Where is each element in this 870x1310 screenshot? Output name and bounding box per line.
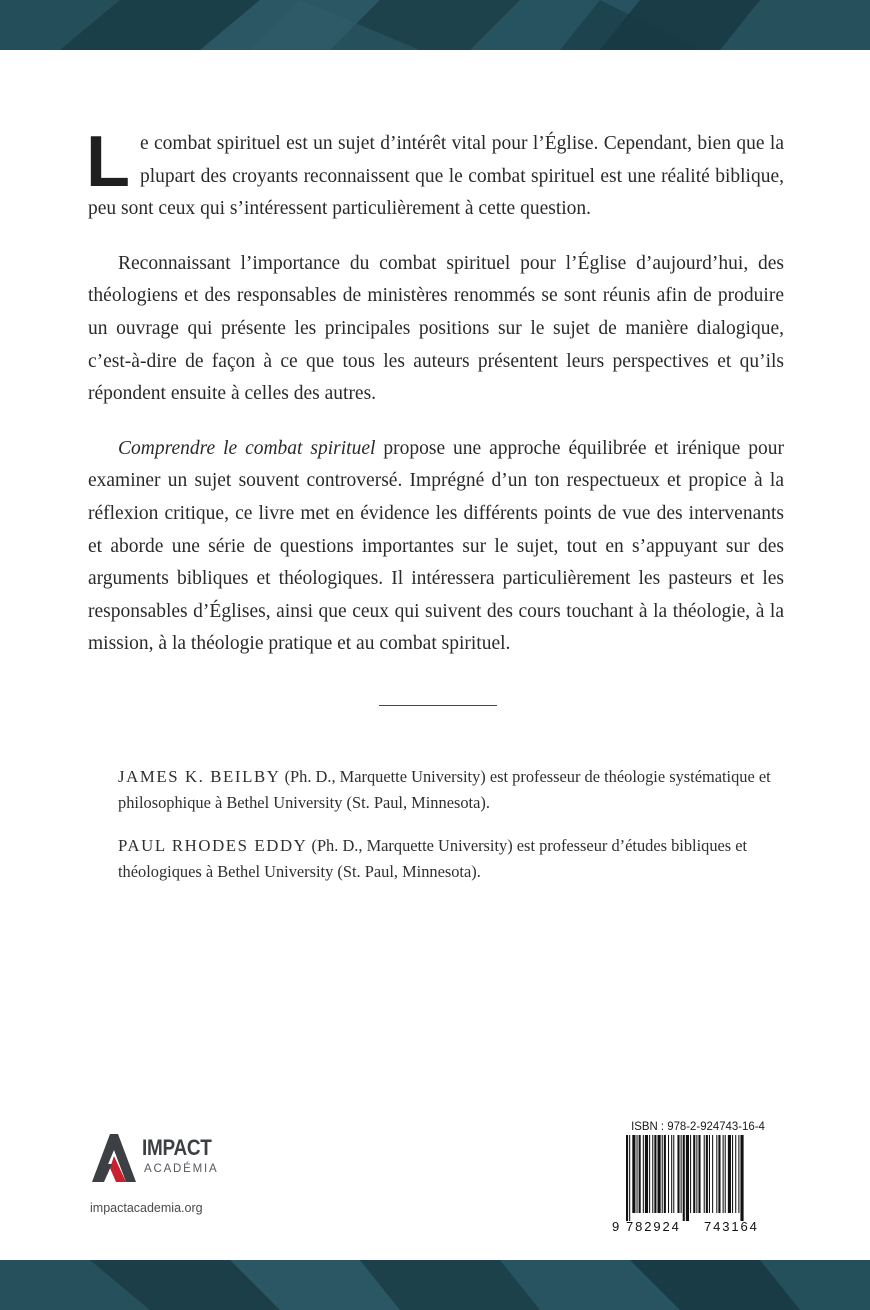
barcode-bar <box>677 1135 679 1213</box>
barcode-bar <box>704 1135 705 1213</box>
barcode-bar <box>732 1135 733 1213</box>
barcode-bar <box>668 1135 669 1213</box>
barcode-bar <box>693 1135 695 1213</box>
impact-logo-icon <box>92 1134 136 1182</box>
barcode-digits-left: 782924 <box>626 1219 681 1234</box>
barcode-bar <box>723 1135 724 1213</box>
barcode-bar <box>683 1135 685 1221</box>
barcode-bar <box>712 1135 713 1213</box>
barcode-bar <box>738 1135 739 1213</box>
barcode-bar <box>718 1135 720 1213</box>
section-divider <box>379 705 497 706</box>
barcode-bar <box>654 1135 656 1213</box>
barcode-bar <box>735 1135 736 1213</box>
barcode-bar <box>652 1135 653 1213</box>
paragraph-3-text: propose une approche équilibrée et irénique pour examiner un sujet souvent controversé. Imprégné d’un ton respectueux et propice à la réflexion critique, ce livre met en évidence les différents points de vue des intervenants et aborde une série de questions importantes sur le sujet, tout en s’appuyant sur des arguments bibliques et théologiques. Il intéressera particulièrement les pasteurs et les responsables d’Églises, ainsi que ceux qui suivent des cours touchant à la théologie, à la mission, à la théologie pratique et au combat spirituel. <box>88 437 784 655</box>
barcode-bar <box>662 1135 663 1213</box>
paragraph-3 <box>88 433 784 661</box>
barcode-bar <box>698 1135 700 1213</box>
barcode-bar <box>696 1135 697 1213</box>
author-bio-1 <box>118 764 798 816</box>
barcode-bar <box>716 1135 717 1213</box>
paragraph-1 <box>86 122 784 226</box>
book-title-italic: Comprendre le combat spirituel <box>118 437 376 459</box>
barcode-digit-first: 9 <box>612 1219 620 1234</box>
barcode-bar <box>626 1135 628 1221</box>
barcode-bar <box>686 1135 689 1221</box>
top-decorative-band <box>0 0 870 50</box>
barcode-bar <box>706 1135 708 1213</box>
barcode-bar <box>664 1135 666 1213</box>
isbn-label: ISBN : 978-2-924743-16-4 <box>631 1119 765 1133</box>
barcode-bar <box>690 1135 691 1213</box>
barcode-bar <box>649 1135 650 1213</box>
barcode-digits-right: 743164 <box>704 1219 759 1234</box>
isbn-barcode-block <box>612 1117 784 1243</box>
back-cover-description <box>86 122 784 683</box>
author-name-2: PAUL RHODES EDDY <box>118 836 308 855</box>
barcode-bar <box>658 1135 661 1213</box>
publisher-subname: ACADÉMIA <box>144 1163 219 1175</box>
barcode-bar <box>645 1135 648 1213</box>
barcode-bar <box>740 1135 743 1221</box>
author-bio-text-2: (Ph. D., Marquette University) est professeur d’études bibliques et théologiques à Bethel University (St. Paul, Minnesota). <box>118 836 748 881</box>
author-bio-text-1: (Ph. D., Marquette University) est professeur de théologie systématique et philosophique à Bethel University (St. Paul, Minnesota). <box>118 767 771 812</box>
bottom-decorative-band <box>0 1260 870 1310</box>
barcode-bar <box>709 1135 710 1213</box>
barcode-bar <box>725 1135 726 1213</box>
publisher-logo <box>92 1134 232 1194</box>
barcode-bar <box>643 1135 644 1213</box>
barcode-icon <box>616 1135 780 1221</box>
barcode-bar <box>673 1135 674 1213</box>
barcode-bar <box>681 1135 682 1213</box>
drop-cap: L <box>86 122 130 202</box>
barcode-bar <box>632 1135 635 1213</box>
barcode-bar <box>639 1135 641 1213</box>
publisher-url: impactacademia.org <box>90 1201 203 1215</box>
barcode-bar <box>728 1135 731 1213</box>
author-name-1: JAMES K. BEILBY <box>118 767 281 786</box>
publisher-name: IMPACT <box>142 1135 212 1160</box>
barcode-bar <box>637 1135 638 1213</box>
paragraph-2: Reconnaissant l’importance du combat spirituel pour l’Église d’aujourd’hui, des théologiens et des responsables de ministères renommés se sont réunis afin de produire un ouvrage qui présente les principales positions sur le sujet de manière dialogique, c’est-à-dire de façon à ce que tous les auteurs présentent leurs perspectives et qu’ils répondent ensuite à celles des autres. <box>88 252 784 405</box>
author-bio-2 <box>118 833 798 885</box>
barcode-bar <box>629 1135 630 1221</box>
barcode-bar <box>671 1135 672 1213</box>
paragraph-1-text: e combat spirituel est un sujet d’intérêt vital pour l’Église. Cependant, bien que la plupart des croyants reconnaissent que le combat spirituel est une réalité biblique, peu sont ceux qui s’intéressent particulièrement à cette question. <box>88 133 784 220</box>
